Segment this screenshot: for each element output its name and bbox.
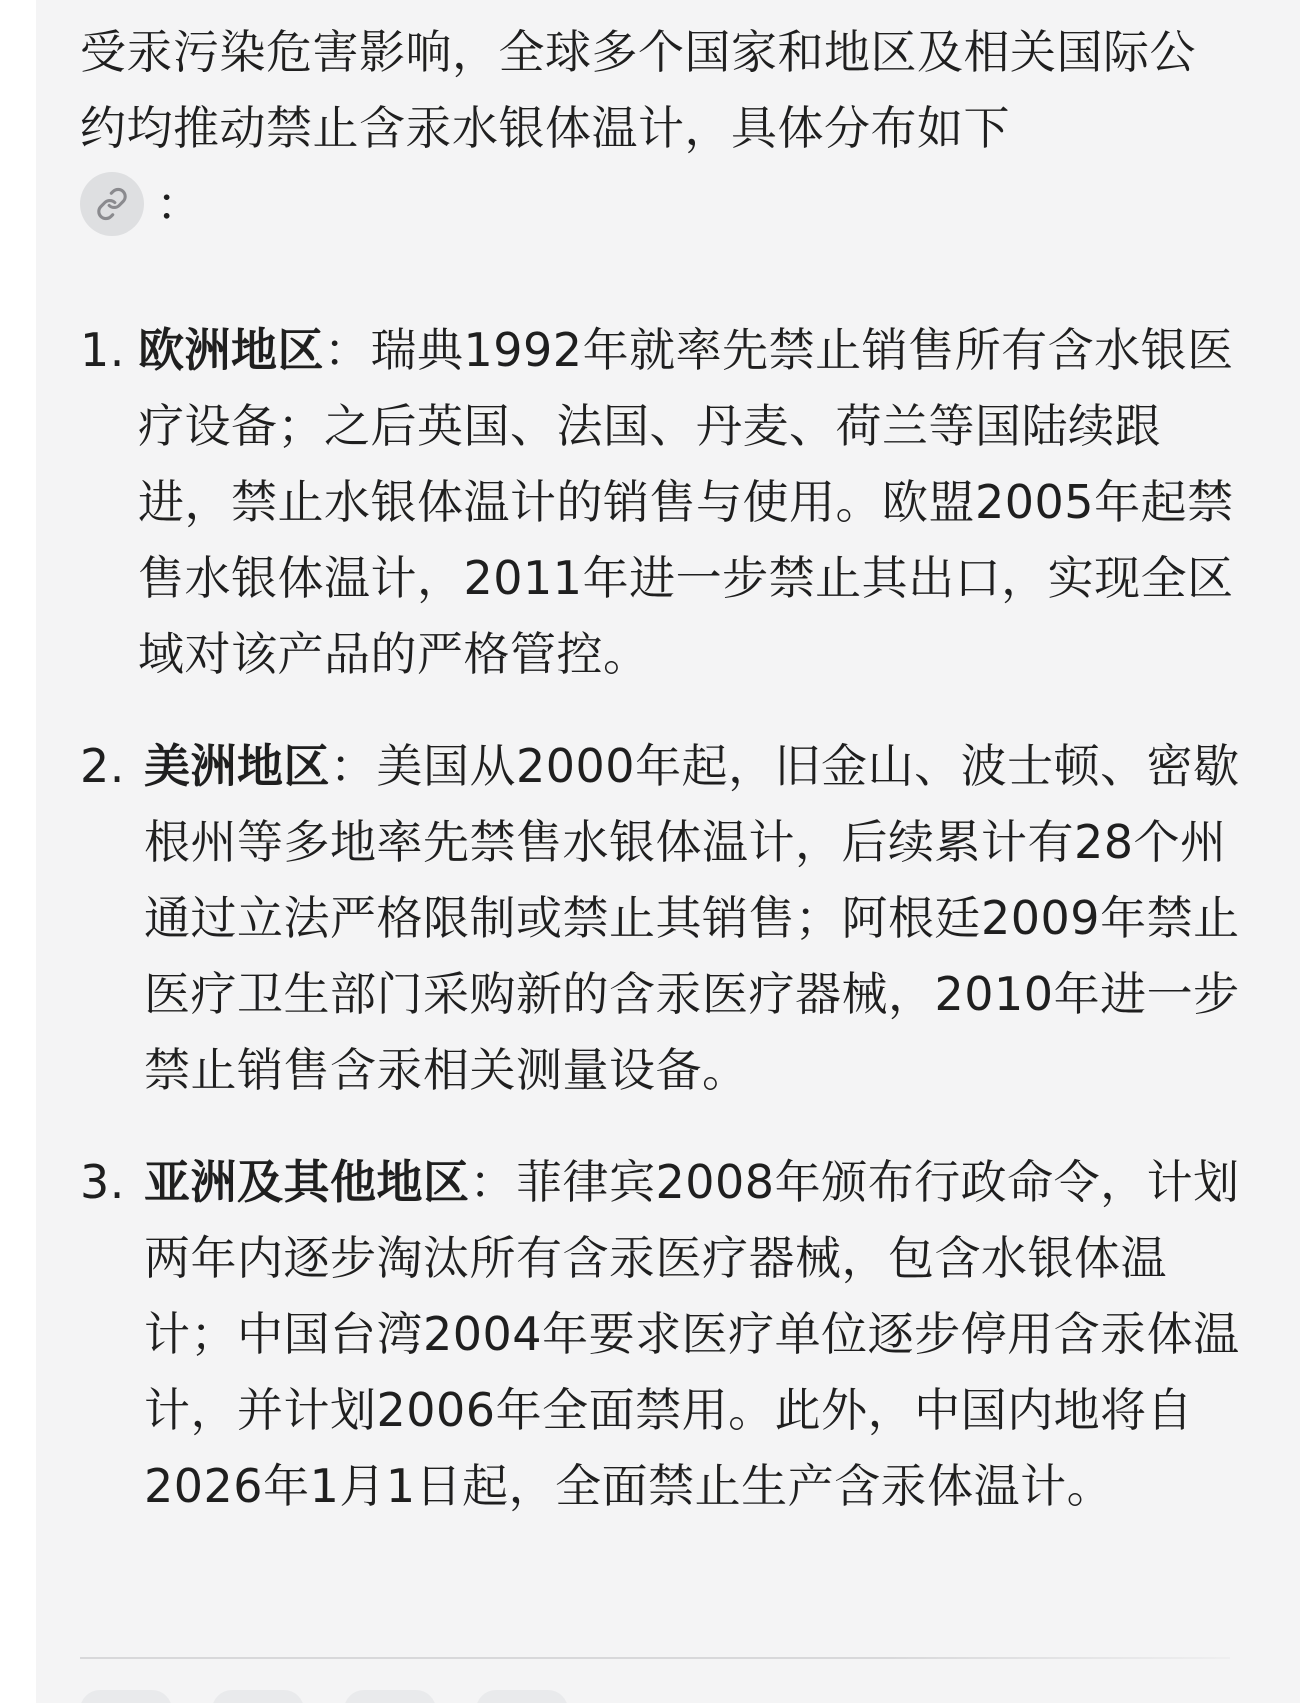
item-body: [144, 1144, 1250, 1524]
item-number: 2.: [80, 739, 125, 793]
item-separator: ：: [324, 323, 371, 377]
list-item: [80, 728, 1250, 1108]
citation-colon: ：: [156, 177, 202, 231]
action-button[interactable]: [344, 1690, 436, 1703]
list-item: [80, 1144, 1250, 1524]
item-text: 瑞典1992年就率先禁止销售所有含水银医疗设备；之后英国、法国、丹麦、荷兰等国陆续跟进，禁止水银体温计的销售与使用。欧盟2005年起禁售水银体温计，2011年进一步禁止其出口，实现全区域对该产品的严格管控。: [138, 323, 1234, 681]
item-heading: 欧洲地区: [138, 323, 324, 377]
item-separator: ：: [469, 1155, 516, 1209]
region-list: [80, 312, 1250, 1524]
action-button[interactable]: [476, 1690, 568, 1703]
action-button[interactable]: [80, 1690, 172, 1703]
item-body: [144, 728, 1250, 1108]
item-heading: 美洲地区: [144, 739, 330, 793]
citation-link-button[interactable]: [80, 172, 144, 236]
item-heading: 亚洲及其他地区: [144, 1155, 470, 1209]
action-button[interactable]: [212, 1690, 304, 1703]
item-text: 菲律宾2008年颁布行政命令，计划两年内逐步淘汰所有含汞医疗器械，包含水银体温计；中国台湾2004年要求医疗单位逐步停用含汞体温计，并计划2006年全面禁用。此外，中国内地将自2026年1月1日起，全面禁止生产含汞体温计。: [144, 1155, 1240, 1513]
item-separator: ：: [330, 739, 377, 793]
list-item: [80, 312, 1250, 692]
action-toolbar: [80, 1690, 568, 1703]
item-text: 美国从2000年起，旧金山、波士顿、密歇根州等多地率先禁售水银体温计，后续累计有28个州通过立法严格限制或禁止其销售；阿根廷2009年禁止医疗卫生部门采购新的含汞医疗器械，2010年进一步禁止销售含汞相关测量设备。: [144, 739, 1240, 1097]
link-icon: [95, 187, 129, 221]
item-body: [138, 312, 1250, 692]
message-divider: [80, 1657, 1230, 1659]
citation-row: [80, 166, 1250, 242]
assistant-message: [80, 14, 1250, 1524]
item-number: 1.: [80, 323, 125, 377]
item-number: 3.: [80, 1155, 125, 1209]
intro-paragraph: 受汞污染危害影响，全球多个国家和地区及相关国际公约均推动禁止含汞水银体温计，具体分布如下: [80, 25, 1196, 155]
